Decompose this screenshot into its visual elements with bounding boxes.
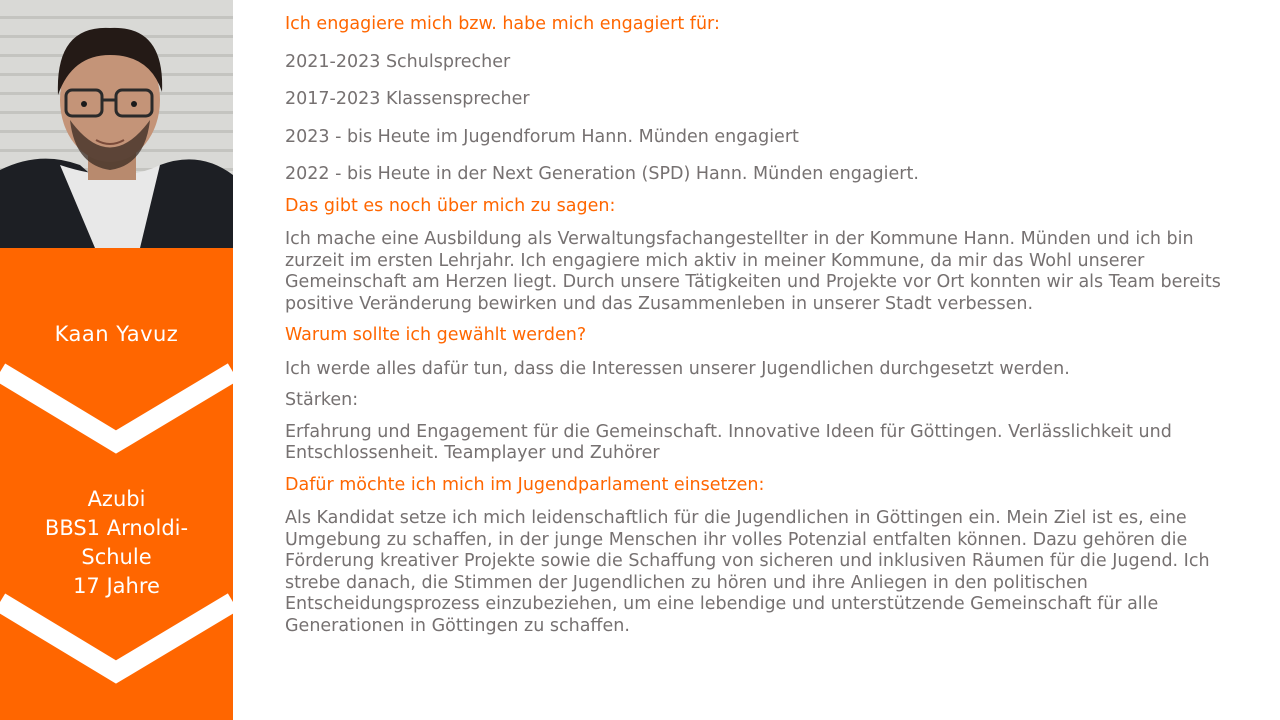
heading-why: Warum sollte ich gewählt werden? — [285, 325, 587, 345]
engagement-item: 2022 - bis Heute in der Next Generation (SPD) Hann. Münden engagiert. — [285, 164, 919, 184]
engagement-item: 2021-2023 Schulsprecher — [285, 51, 511, 72]
profile-content — [285, 14, 1235, 653]
engagement-item: 2017-2023 Klassensprecher — [285, 89, 530, 109]
engagement-item: 2023 - bis Heute im Jugendforum Hann. Münden engagiert — [285, 126, 799, 147]
why-text: Ich werde alles dafür tun, dass die Interessen unserer Jugendlichen durchgesetzt werden. — [285, 358, 1070, 379]
portrait-illustration — [0, 0, 233, 248]
info-line-age: 17 Jahre — [73, 574, 160, 598]
candidate-name: Kaan Yavuz — [54, 322, 179, 346]
strengths-label: Stärken: — [285, 390, 359, 410]
info-line-school-2: Schule — [81, 545, 152, 569]
profile-photo — [0, 0, 233, 248]
chevron-divider-icon — [0, 592, 233, 687]
about-text: Ich mache eine Ausbildung als Verwaltungsfachangestellter in der Kommune Hann. Münden und ich bin zurzeit im ersten Lehrjahr. Ich engagiere mich aktiv in meiner Kommune, da mir das Wohl unserer Gemeinschaft am Herzen liegt. Durch unsere Tätigkeiten und Projekte vor Ort konnten wir als Team bereits positive Veränderung bewirken und das Zusammenleben in unserer Stadt verbessen. — [285, 229, 1221, 314]
heading-engagement: Ich engagiere mich bzw. habe mich engagiert für: — [285, 14, 720, 34]
info-line-school-1: BBS1 Arnoldi- — [44, 516, 189, 540]
candidate-info — [0, 485, 233, 601]
heading-about: Das gibt es noch über mich zu sagen: — [285, 195, 616, 216]
chevron-divider-icon — [0, 362, 233, 457]
info-line-role: Azubi — [87, 487, 146, 511]
goals-text: Als Kandidat setze ich mich leidenschaftlich für die Jugendlichen in Göttingen ein. Mein Ziel ist es, eine Umgebung zu schaffen, in der junge Menschen ihr volles Potenzial entfalten können. Dazu gehören die Förderung kreativer Projekte sowie die Schaffung von sicheren und inklusiven Räumen für die Jugend. Ich strebe danach, die Stimmen der Jugendlichen zu hören und ihre Anliegen in den politischen Entscheidungsprozess einzubeziehen, um eine lebendige und unterstützende Gemeinschaft für alle Generationen in Göttingen zu schaffen. — [285, 508, 1210, 636]
heading-goals: Dafür möchte ich mich im Jugendparlament einsetzen: — [285, 474, 765, 495]
sidebar — [0, 0, 233, 720]
strengths-text: Erfahrung und Engagement für die Gemeinschaft. Innovative Ideen für Göttingen. Verlässlichkeit und Entschlossenheit. Teamplayer und Zuhörer — [285, 421, 1172, 463]
